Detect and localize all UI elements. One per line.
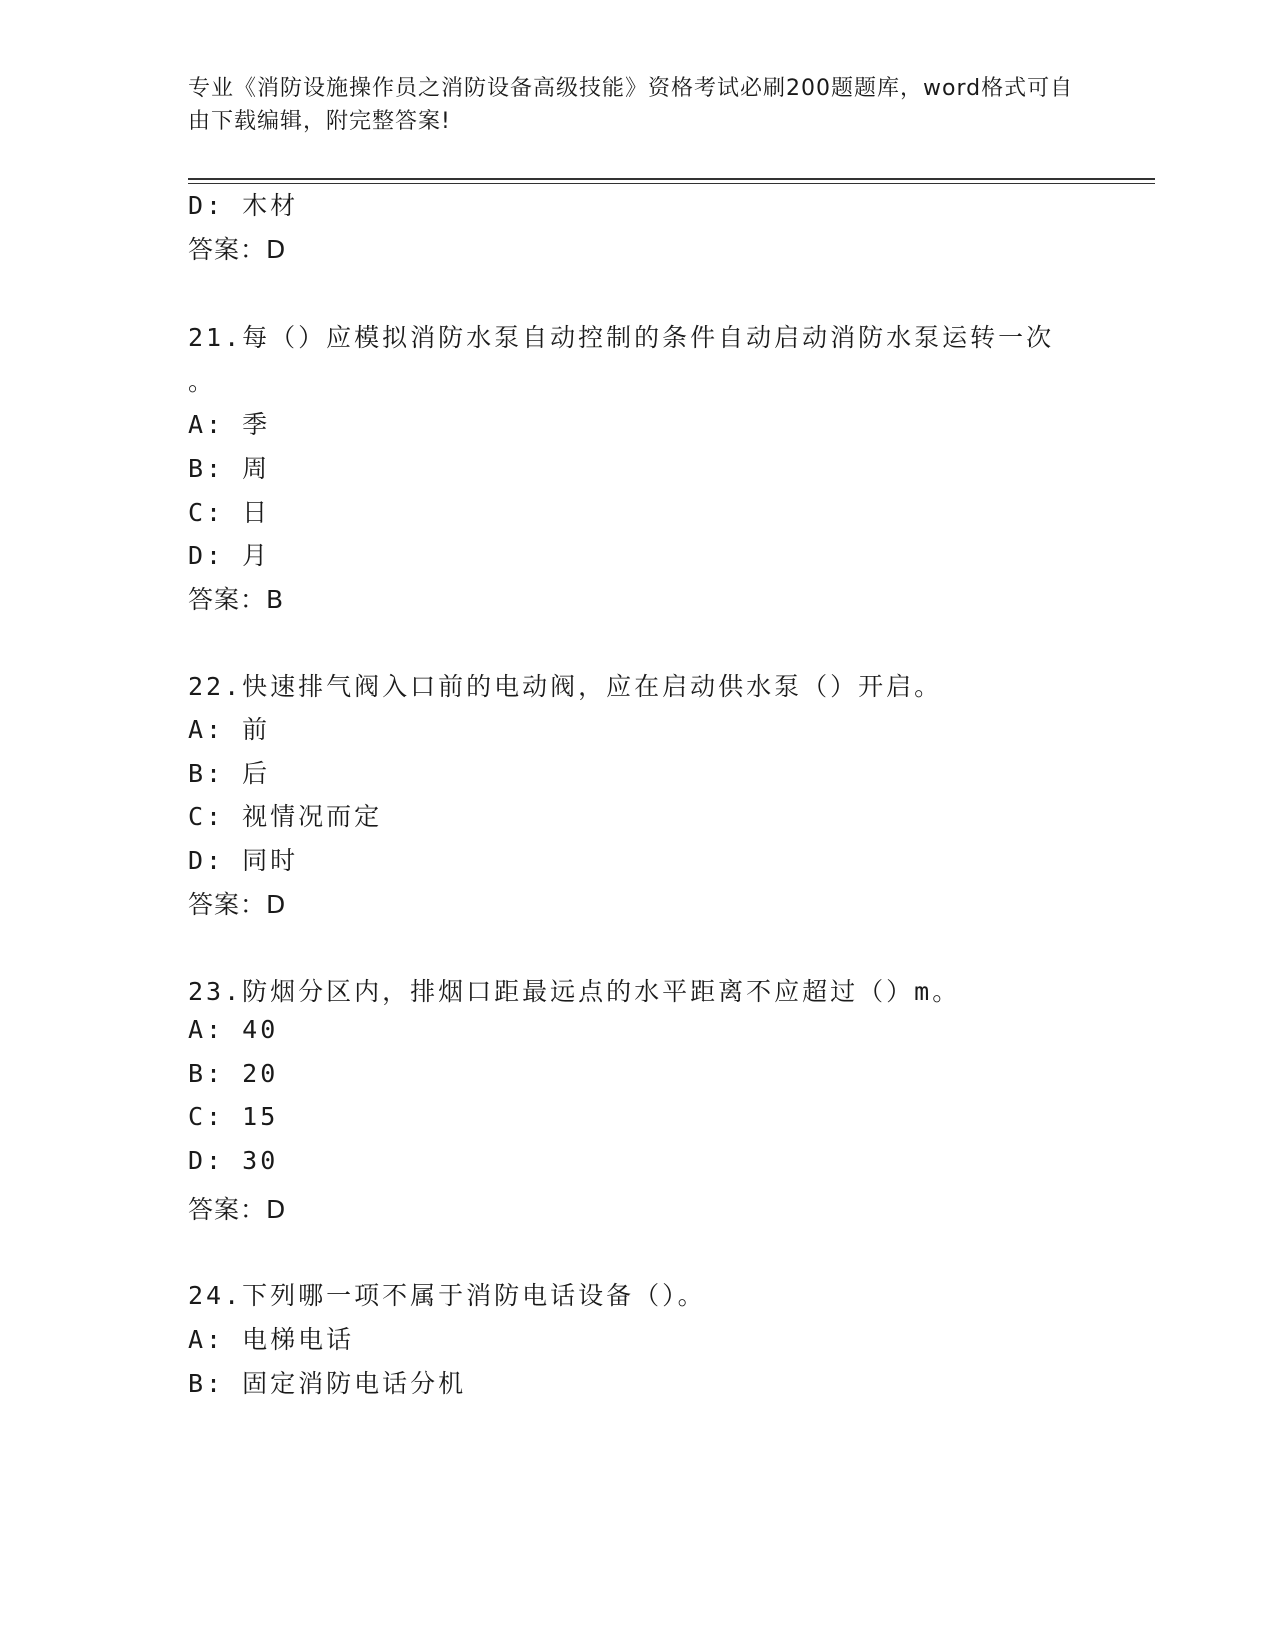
header-divider-thin — [188, 183, 1155, 184]
document-header: 专业《消防设施操作员之消防设备高级技能》资格考试必刷200题题库，word格式可自由下载编辑，附完整答案! — [188, 76, 1074, 134]
question-23-option-a: A: 40 — [188, 1015, 279, 1044]
answer: 答案：D — [188, 235, 287, 264]
question-23-option-b: B: 20 — [188, 1059, 279, 1088]
question-21-option-d: D: 月 — [188, 541, 271, 570]
question-23-option-c: C: 15 — [188, 1102, 279, 1131]
question-22-stem: 22.快速排气阀入口前的电动阀，应在启动供水泵（）开启。 — [188, 672, 943, 701]
question-21-option-a: A: 季 — [188, 410, 271, 439]
question-24-option-a: A: 电梯电话 — [188, 1325, 355, 1354]
question-24-stem: 24.下列哪一项不属于消防电话设备（）。 — [188, 1281, 706, 1310]
question-21-stem-tail: 。 — [188, 367, 217, 396]
question-21-answer: 答案：B — [188, 585, 285, 614]
question-21-option-c: C: 日 — [188, 498, 271, 527]
question-23-answer: 答案：D — [188, 1195, 287, 1224]
question-22-option-d: D: 同时 — [188, 846, 299, 875]
question-24-option-b: B: 固定消防电话分机 — [188, 1369, 467, 1398]
question-21-stem: 21.每（）应模拟消防水泵自动控制的条件自动启动消防水泵运转一次 — [188, 323, 1055, 352]
question-22-option-c: C: 视情况而定 — [188, 802, 383, 831]
question-21-option-b: B: 周 — [188, 454, 271, 483]
question-22-answer: 答案：D — [188, 890, 287, 919]
question-23-stem: 23.防烟分区内，排烟口距最远点的水平距离不应超过（）m。 — [188, 977, 961, 1006]
header-divider-thick — [188, 178, 1155, 180]
option-d: D: 木材 — [188, 191, 299, 220]
question-22-option-a: A: 前 — [188, 715, 271, 744]
question-23-option-d: D: 30 — [188, 1146, 279, 1175]
question-22-option-b: B: 后 — [188, 759, 271, 788]
